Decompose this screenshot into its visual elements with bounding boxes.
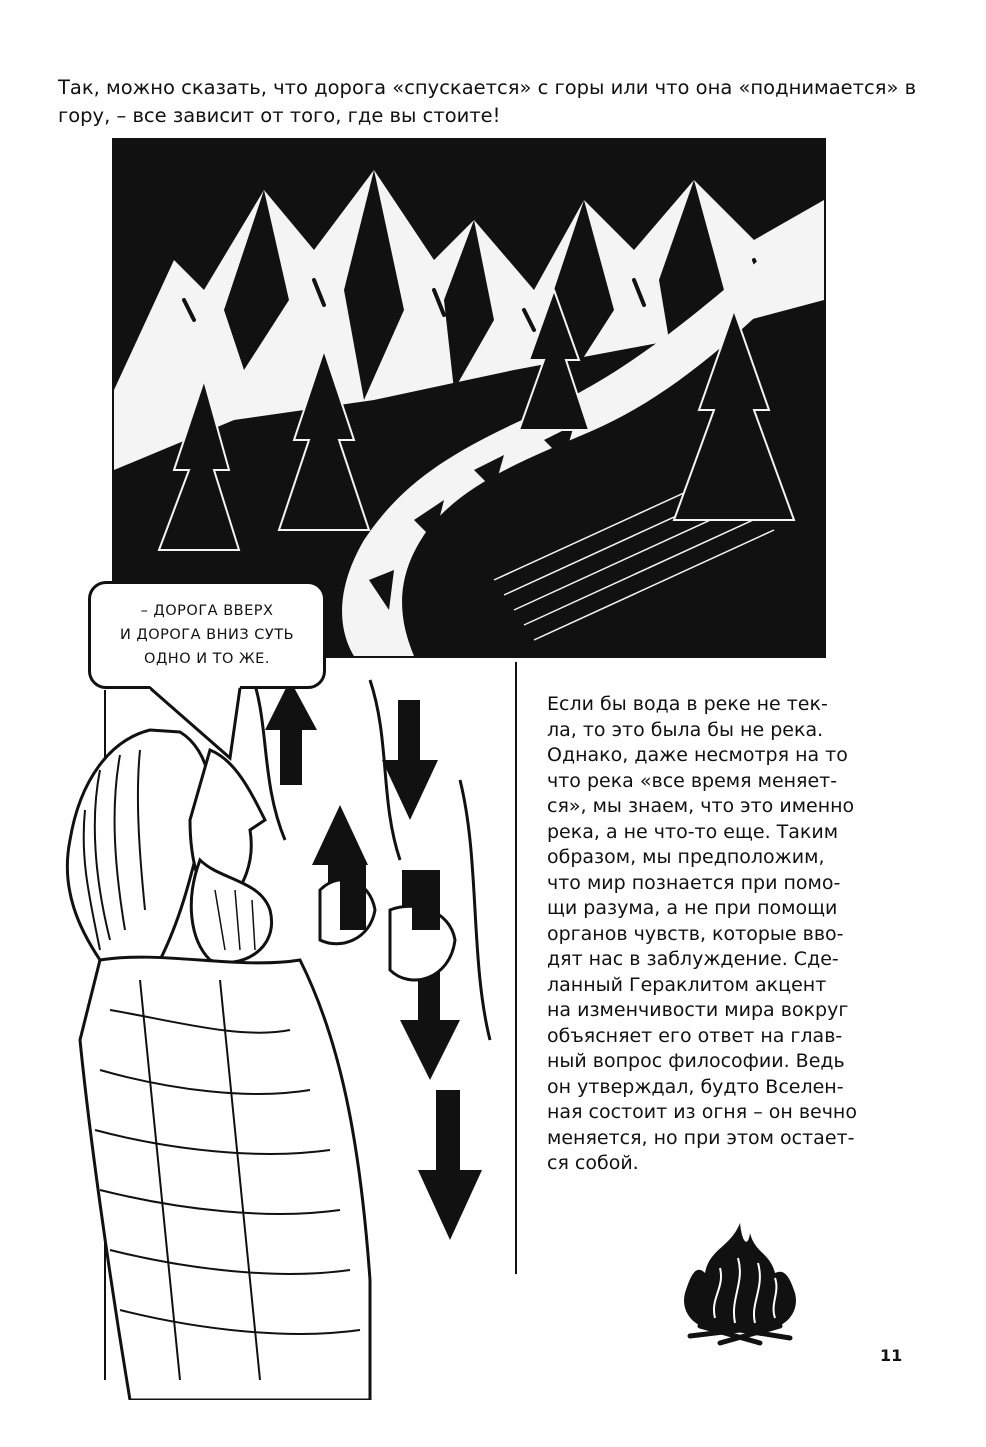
speech-line: И ДОРОГА ВНИЗ СУТЬ bbox=[119, 627, 295, 643]
body-line: объясняет его ответ на глав- bbox=[547, 1024, 843, 1047]
body-line: Однако, даже несмотря на то bbox=[547, 744, 848, 766]
body-line: ся собой. bbox=[547, 1152, 639, 1174]
body-line: ная состоит из огня – он вечно bbox=[547, 1101, 857, 1123]
body-line: на изменчивости мира вокруг bbox=[547, 999, 849, 1021]
body-line: ся», мы знаем, что это именно bbox=[547, 795, 855, 817]
body-line: меняется, но при этом остает- bbox=[547, 1126, 855, 1149]
body-line: Если бы вода в реке не тек- bbox=[547, 693, 828, 715]
column-divider bbox=[515, 662, 517, 1274]
body-line: река, а не что-то еще. Таким bbox=[547, 820, 839, 843]
body-line: органов чувств, которые вво- bbox=[547, 922, 844, 945]
body-line: ла, то это была бы не река. bbox=[547, 718, 824, 741]
page-number: 11 bbox=[880, 1346, 903, 1365]
intro-caption: Так, можно сказать, что дорога «спускается» с горы или что она «поднимается» в гору, – все зависит от того, где вы стоите! bbox=[58, 76, 917, 127]
speech-line: – ДОРОГА ВВЕРХ bbox=[140, 603, 274, 619]
body-paragraph bbox=[547, 692, 919, 1177]
body-line: ный вопрос философии. Ведь bbox=[547, 1050, 845, 1072]
speech-line: ОДНО И ТО ЖЕ. bbox=[144, 651, 270, 667]
body-line: он утверждал, будто Вселен- bbox=[547, 1075, 844, 1098]
body-line: что мир познается при помо- bbox=[547, 871, 841, 894]
mountain-panel bbox=[112, 138, 826, 658]
mountain-landscape-illustration bbox=[114, 140, 824, 656]
speech-bubble-tail bbox=[150, 686, 250, 766]
heraclitus-figure-illustration bbox=[40, 660, 515, 1400]
speech-bubble bbox=[88, 581, 326, 689]
body-line: ланный Гераклитом акцент bbox=[547, 973, 827, 996]
body-line: что река «все время меняет- bbox=[547, 769, 838, 792]
body-line: дят нас в заблуждение. Сде- bbox=[547, 948, 839, 970]
body-line: образом, мы предположим, bbox=[547, 846, 825, 868]
body-line: щи разума, а не при помощи bbox=[547, 897, 838, 919]
fire-icon bbox=[670, 1218, 810, 1348]
